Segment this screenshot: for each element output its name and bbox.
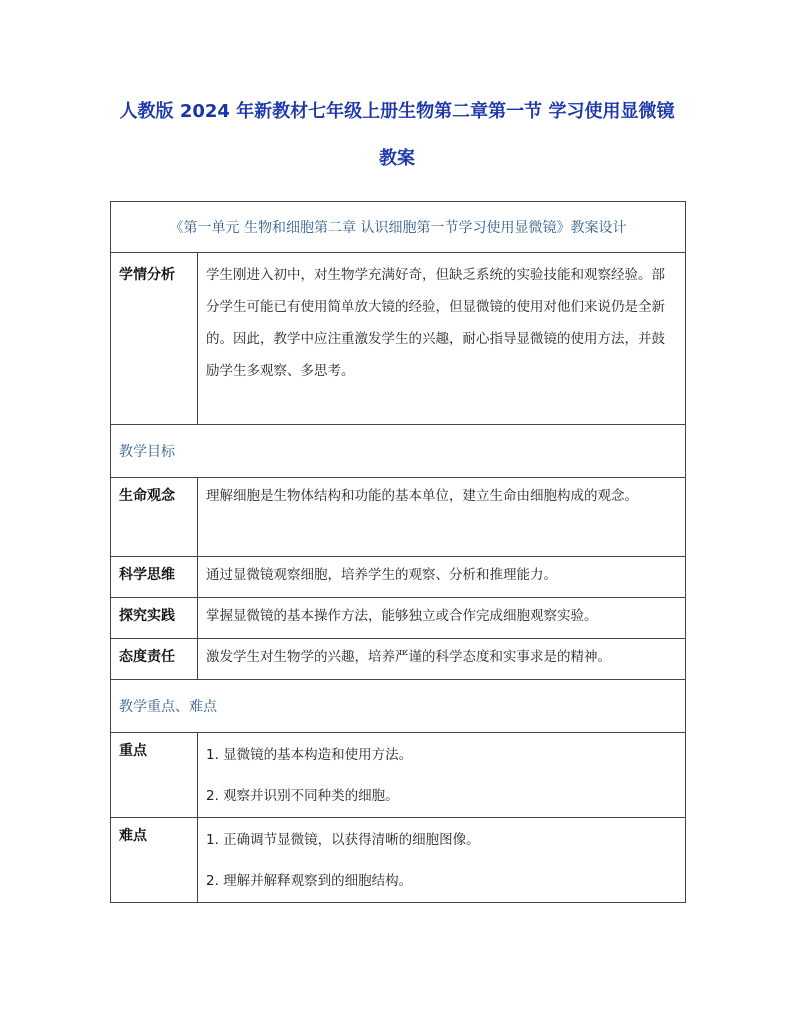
table-row-objective [111, 557, 686, 598]
row-content [198, 478, 686, 557]
table-row-difficulties [111, 818, 686, 903]
row-label [111, 253, 198, 425]
objective-text: 激发学生对生物学的兴趣，培养严谨的科学态度和实事求是的精神。 [206, 649, 611, 665]
table-row-objective [111, 598, 686, 639]
section-row-objectives [111, 425, 686, 478]
table-row-objective [111, 478, 686, 557]
row-label-text: 态度责任 [119, 649, 175, 665]
row-label [111, 639, 198, 680]
table-row-key-points [111, 733, 686, 818]
section-row-key-points [111, 680, 686, 733]
row-content [198, 818, 686, 903]
section-heading: 教学目标 [111, 425, 686, 478]
list-item: 2. 观察并识别不同种类的细胞。 [206, 788, 399, 804]
list-item: 2. 理解并解释观察到的细胞结构。 [206, 873, 413, 889]
row-label-text: 生命观念 [119, 488, 175, 504]
document-title-line-1: 人教版 2024 年新教材七年级上册生物第二章第一节 学习使用显微镜 [119, 101, 675, 122]
row-label-text: 探究实践 [119, 608, 175, 624]
row-content [198, 639, 686, 680]
section-heading: 教学重点、难点 [111, 680, 686, 733]
row-label [111, 557, 198, 598]
row-label-text: 重点 [119, 743, 147, 759]
student-analysis-text: 学生刚进入初中，对生物学充满好奇，但缺乏系统的实验技能和观察经验。部分学生可能已有使用简单放大镜的经验，但显微镜的使用对他们来说仍是全新的。因此，教学中应注重激发学生的兴趣，耐心指导显微镜的使用方法，并鼓励学生多观察、多思考。 [206, 267, 665, 379]
document-title-line-2: 教案 [379, 148, 415, 169]
lesson-plan-table [110, 201, 686, 903]
row-label [111, 478, 198, 557]
table-header-row [111, 202, 686, 253]
row-label [111, 818, 198, 903]
table-row-student-analysis [111, 253, 686, 425]
row-label [111, 598, 198, 639]
row-content [198, 557, 686, 598]
row-content [198, 253, 686, 425]
list-item: 1. 显微镜的基本构造和使用方法。 [206, 747, 413, 763]
row-label-text: 难点 [119, 828, 147, 844]
row-content [198, 733, 686, 818]
objective-text: 掌握显微镜的基本操作方法，能够独立或合作完成细胞观察实验。 [206, 608, 598, 624]
row-label-text: 科学思维 [119, 567, 175, 583]
table-row-objective [111, 639, 686, 680]
objective-text: 通过显微镜观察细胞，培养学生的观察、分析和推理能力。 [206, 567, 557, 583]
row-label-text: 学情分析 [119, 267, 175, 283]
list-item: 1. 正确调节显微镜，以获得清晰的细胞图像。 [206, 832, 480, 848]
row-label [111, 733, 198, 818]
objective-text: 理解细胞是生物体结构和功能的基本单位，建立生命由细胞构成的观念。 [206, 488, 638, 504]
table-header: 《第一单元 生物和细胞第二章 认识细胞第一节学习使用显微镜》教案设计 [111, 202, 686, 253]
row-content [198, 598, 686, 639]
